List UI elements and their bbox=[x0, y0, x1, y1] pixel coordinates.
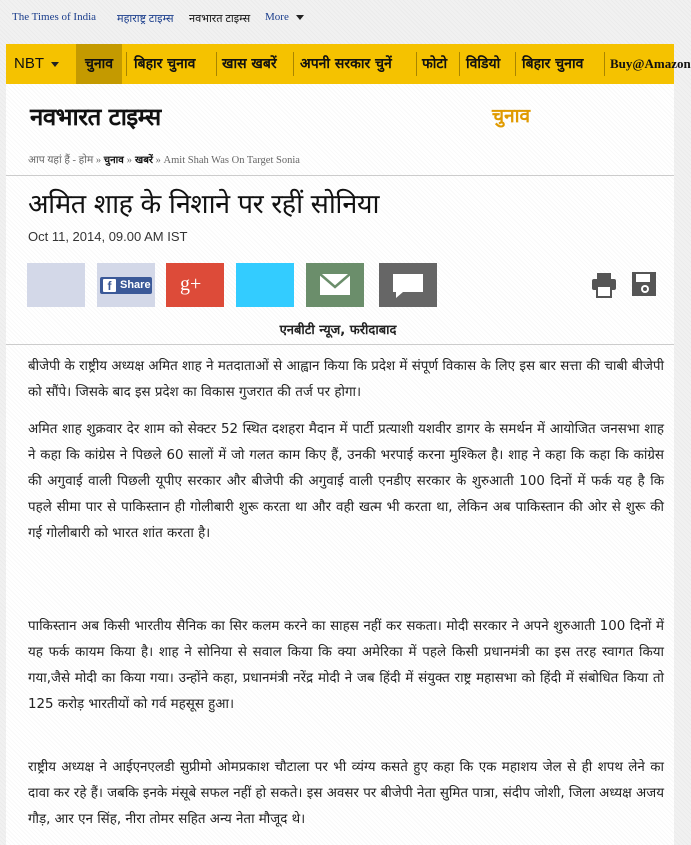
article-paragraph: बीजेपी के राष्ट्रीय अध्यक्ष अमित शाह ने मतदाताओं से आह्वान किया कि प्रदेश में संपूर्ण विकास के लिए इस बार सत्ता की चाबी बीजेपी को सौंपे। जिसके बाद इस प्रदेश का विकास गुजरात की तर्ज पर होगा। bbox=[28, 359, 664, 400]
article-date: Oct 11, 2014, 09.00 AM IST bbox=[28, 229, 188, 244]
breadcrumb-current: » Amit Shah Was On Target Sonia bbox=[155, 155, 300, 166]
save-icon[interactable] bbox=[630, 270, 658, 298]
share-blank-button[interactable] bbox=[27, 263, 85, 307]
page-container bbox=[6, 44, 691, 845]
more-dropdown[interactable] bbox=[265, 11, 304, 23]
divider bbox=[6, 344, 674, 345]
nav-divider bbox=[126, 52, 127, 76]
comment-icon bbox=[379, 263, 437, 307]
nav-item-photo[interactable]: फोटो bbox=[422, 56, 448, 72]
breadcrumb-chunav[interactable]: चुनाव bbox=[103, 155, 124, 166]
maharashtra-times-link[interactable]: महाराष्ट्र टाइम्स bbox=[117, 13, 174, 25]
twitter-share-button[interactable] bbox=[236, 263, 294, 307]
article-paragraph: अमित शाह शुक्रवार देर शाम को सेक्टर 52 स्थित दशहरा मैदान में पार्टी प्रत्याशी यशवीर डागर के समर्थन में आयोजित जनसभा शाह ने कहा कि कांग्रेस ने पिछले 60 सालों में जो गलत काम किए हैं, उनकी भरपाई करना मुश्किल है। शाह ने कहा कि कहा कि कांग्रेस की अगुवाई वाली पिछली यूपीए सरकार और बीजेपी की अगुवाई वाली एनडीए सरकार के शुरुआती 100 दिनों में फर्क यह है कि पहले सीमा पार से पाकिस्तान ही गोलीबारी शुरू करता था और वही खत्म भी करता था, लेकिन अब पाकिस्तान की ओर से शुरू की गई गोलीबारी को भारत शांत करता है। bbox=[28, 422, 664, 541]
nav-divider bbox=[216, 52, 217, 76]
breadcrumb-khabren[interactable]: खबरें bbox=[135, 155, 154, 166]
site-logo[interactable]: नवभारत टाइम्स bbox=[30, 102, 161, 131]
nav-item-apni-sarkar[interactable]: अपनी सरकार चुनें bbox=[300, 56, 392, 72]
email-icon bbox=[306, 263, 364, 307]
nav-item-video[interactable]: विडियो bbox=[466, 56, 501, 72]
article-paragraph: पाकिस्तान अब किसी भारतीय सैनिक का सिर कलम करने का साहस नहीं कर सकता। मोदी सरकार ने अपने शुरुआती 100 दिनों में यह फर्क कायम किया है। शाह ने सोनिया से सवाल किया कि क्या अमेरिका में पहले किसी प्रधानमंत्री का इस तरह स्वागत किया गया,जैसे मोदी का किया गया। उन्होंने कहा, प्रधानमंत्री नरेंद्र मोदी ने जब हिंदी में संयुक्त राष्ट्र महासभा को हिंदी में संबोधित किया तो 125 करोड़ भारतीयों को गर्व महसूस हुआ। bbox=[28, 619, 664, 712]
print-icon[interactable] bbox=[589, 270, 619, 300]
toi-link[interactable]: The Times of India bbox=[12, 11, 97, 23]
nav-divider bbox=[515, 52, 516, 76]
nbt-label: NBT bbox=[14, 55, 44, 72]
navbharat-times-link[interactable]: नवभारत टाइम्स bbox=[189, 13, 251, 25]
nav-item-bihar-chunav-2[interactable]: बिहार चुनाव bbox=[522, 56, 584, 72]
nbt-menu-button[interactable] bbox=[14, 44, 59, 84]
nav-item-buy-amazon[interactable]: Buy@Amazon bbox=[610, 56, 691, 71]
facebook-share-pill bbox=[100, 277, 152, 294]
section-title[interactable]: चुनाव bbox=[492, 105, 531, 127]
breadcrumb-separator: » bbox=[126, 155, 133, 166]
nav-item-bihar-chunav[interactable]: बिहार चुनाव bbox=[134, 56, 196, 72]
masthead bbox=[6, 84, 674, 144]
breadcrumb-prefix[interactable]: आप यहां हैं - होम » bbox=[28, 155, 102, 166]
facebook-share-label: Share bbox=[120, 279, 151, 291]
facebook-icon: f bbox=[103, 279, 116, 292]
article-headline: अमित शाह के निशाने पर रहीं सोनिया bbox=[28, 189, 380, 220]
article-byline: एनबीटी न्यूज, फरीदाबाद bbox=[279, 323, 397, 338]
nav-divider bbox=[293, 52, 294, 76]
nav-divider bbox=[459, 52, 460, 76]
google-plus-share-button[interactable] bbox=[166, 263, 224, 307]
google-plus-icon: g+ bbox=[180, 273, 202, 295]
nav-item-chunav[interactable]: चुनाव bbox=[76, 44, 122, 84]
network-bar bbox=[0, 0, 674, 36]
facebook-share-button[interactable] bbox=[97, 263, 155, 307]
nav-divider bbox=[416, 52, 417, 76]
chevron-down-icon bbox=[51, 62, 59, 67]
divider bbox=[6, 175, 674, 176]
chevron-down-icon bbox=[296, 15, 304, 20]
email-share-button[interactable] bbox=[306, 263, 364, 307]
main-nav bbox=[6, 44, 691, 84]
breadcrumb bbox=[28, 152, 648, 167]
nav-divider bbox=[604, 52, 605, 76]
article-paragraph: राष्ट्रीय अध्यक्ष ने आईएनएलडी सुप्रीमो ओमप्रकाश चौटाला पर भी व्यंग्य कसते हुए कहा कि एक महाशय जेल से ही शपथ लेने का दावा कर रहे हैं। जबकि इनके मंसूबे सफल नहीं हो सकते। इस अवसर पर बीजेपी नेता सुमित पात्रा, संदीप जोशी, जिला अध्यक्ष अजय गौड़, आर एन सिंह, नीरा तोमर सहित अन्य नेता मौजूद थे। bbox=[28, 760, 664, 827]
more-label: More bbox=[265, 11, 289, 23]
comment-button[interactable] bbox=[379, 263, 437, 307]
nav-item-khas-khabren[interactable]: खास खबरें bbox=[222, 56, 277, 72]
